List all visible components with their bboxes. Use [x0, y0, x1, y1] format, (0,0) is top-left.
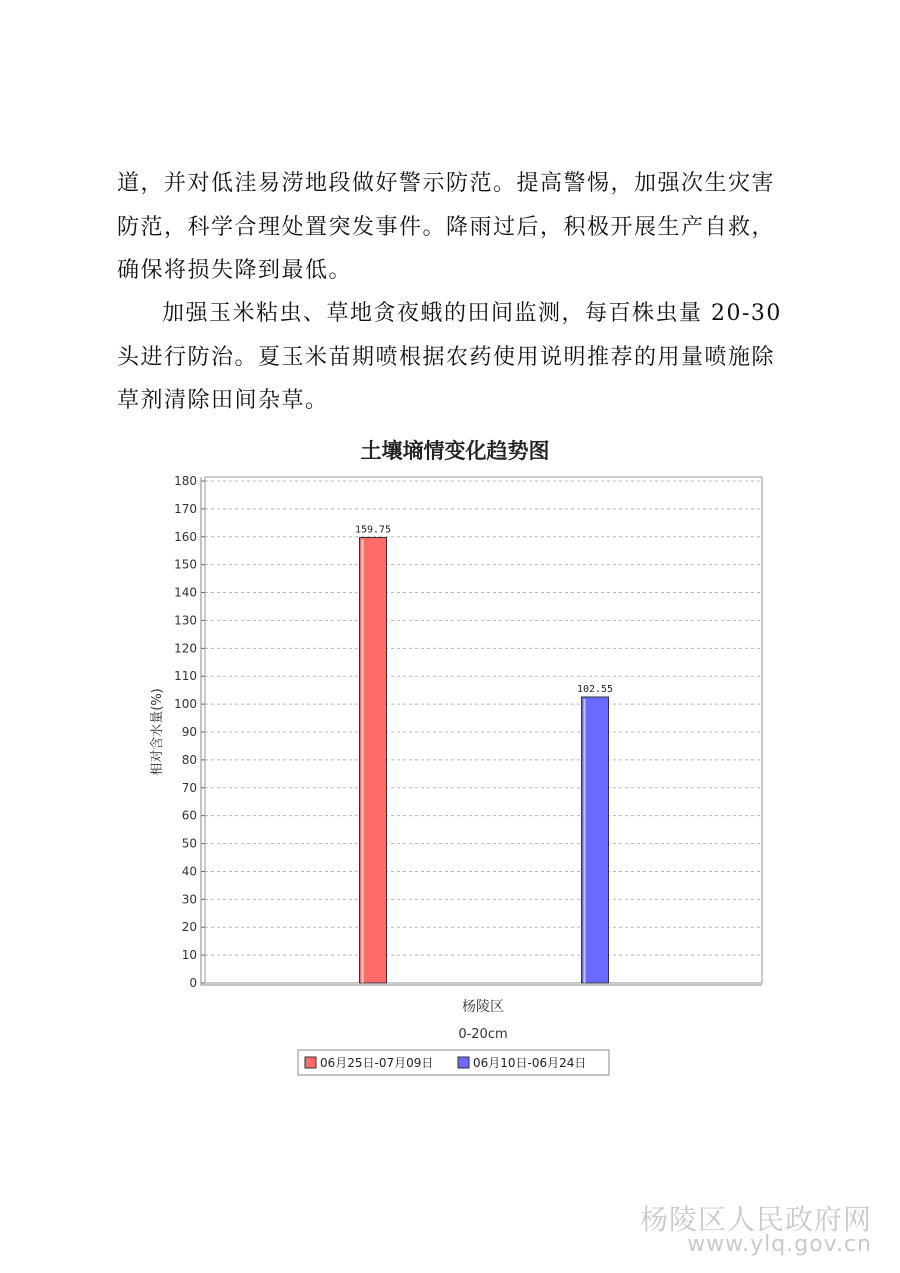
chart-legend — [298, 1050, 609, 1075]
y-tick-label: 10 — [181, 948, 197, 963]
y-tick-label: 150 — [174, 557, 197, 572]
category-label: 杨陵区 — [462, 999, 504, 1015]
y-tick-label: 160 — [174, 529, 197, 544]
y-tick-label: 180 — [174, 474, 197, 488]
watermark-site-url: www.ylq.gov.cn — [687, 1232, 872, 1257]
bar-series-2 — [582, 697, 609, 983]
bar-series-1 — [360, 537, 387, 983]
legend-swatch-2 — [458, 1057, 469, 1068]
y-axis-label: 相对含水量(%) — [150, 688, 165, 776]
y-tick-label: 0 — [189, 976, 197, 990]
y-tick-label: 30 — [181, 892, 197, 907]
x-axis-label: 0-20cm — [458, 1027, 508, 1042]
legend-label-2: 06月10日-06月24日 — [473, 1056, 587, 1070]
y-tick-label: 70 — [181, 780, 197, 795]
y-tick-label: 60 — [181, 808, 197, 823]
y-tick-label: 140 — [174, 585, 197, 600]
chart-title: 土壤墒情变化趋势图 — [360, 439, 550, 463]
body-paragraph-2: 加强玉米粘虫、草地贪夜蛾的田间监测，每百株虫量 20-30 头进行防治。夏玉米苗期喷根据农药使用说明推荐的用量喷施除草剂清除田间杂草。 — [117, 301, 782, 413]
watermark-site-name: 杨陵区人民政府网 — [639, 1203, 872, 1236]
bar-value-label-2: 102.55 — [576, 683, 614, 695]
bar-value-label-1: 159.75 — [354, 524, 392, 536]
plot-frame — [205, 477, 762, 983]
plot-area — [174, 474, 762, 990]
y-tick-label: 170 — [174, 501, 197, 516]
y-tick-label: 120 — [174, 641, 197, 656]
y-tick-label: 20 — [181, 920, 197, 935]
y-tick-label: 40 — [181, 864, 197, 879]
y-tick-label: 80 — [181, 752, 197, 767]
y-tick-label: 110 — [174, 669, 197, 684]
legend-swatch-1 — [305, 1057, 316, 1068]
body-paragraph-1: 道，并对低洼易涝地段做好警示防范。提高警惕，加强次生灾害防范，科学合理处置突发事件。降雨过后，积极开展生产自救，确保将损失降到最低。 — [117, 171, 776, 283]
y-tick-label: 50 — [181, 836, 197, 851]
y-tick-label: 100 — [174, 697, 197, 712]
legend-label-1: 06月25日-07月09日 — [320, 1056, 434, 1070]
y-tick-label: 130 — [174, 613, 197, 628]
y-tick-label: 90 — [181, 725, 197, 739]
